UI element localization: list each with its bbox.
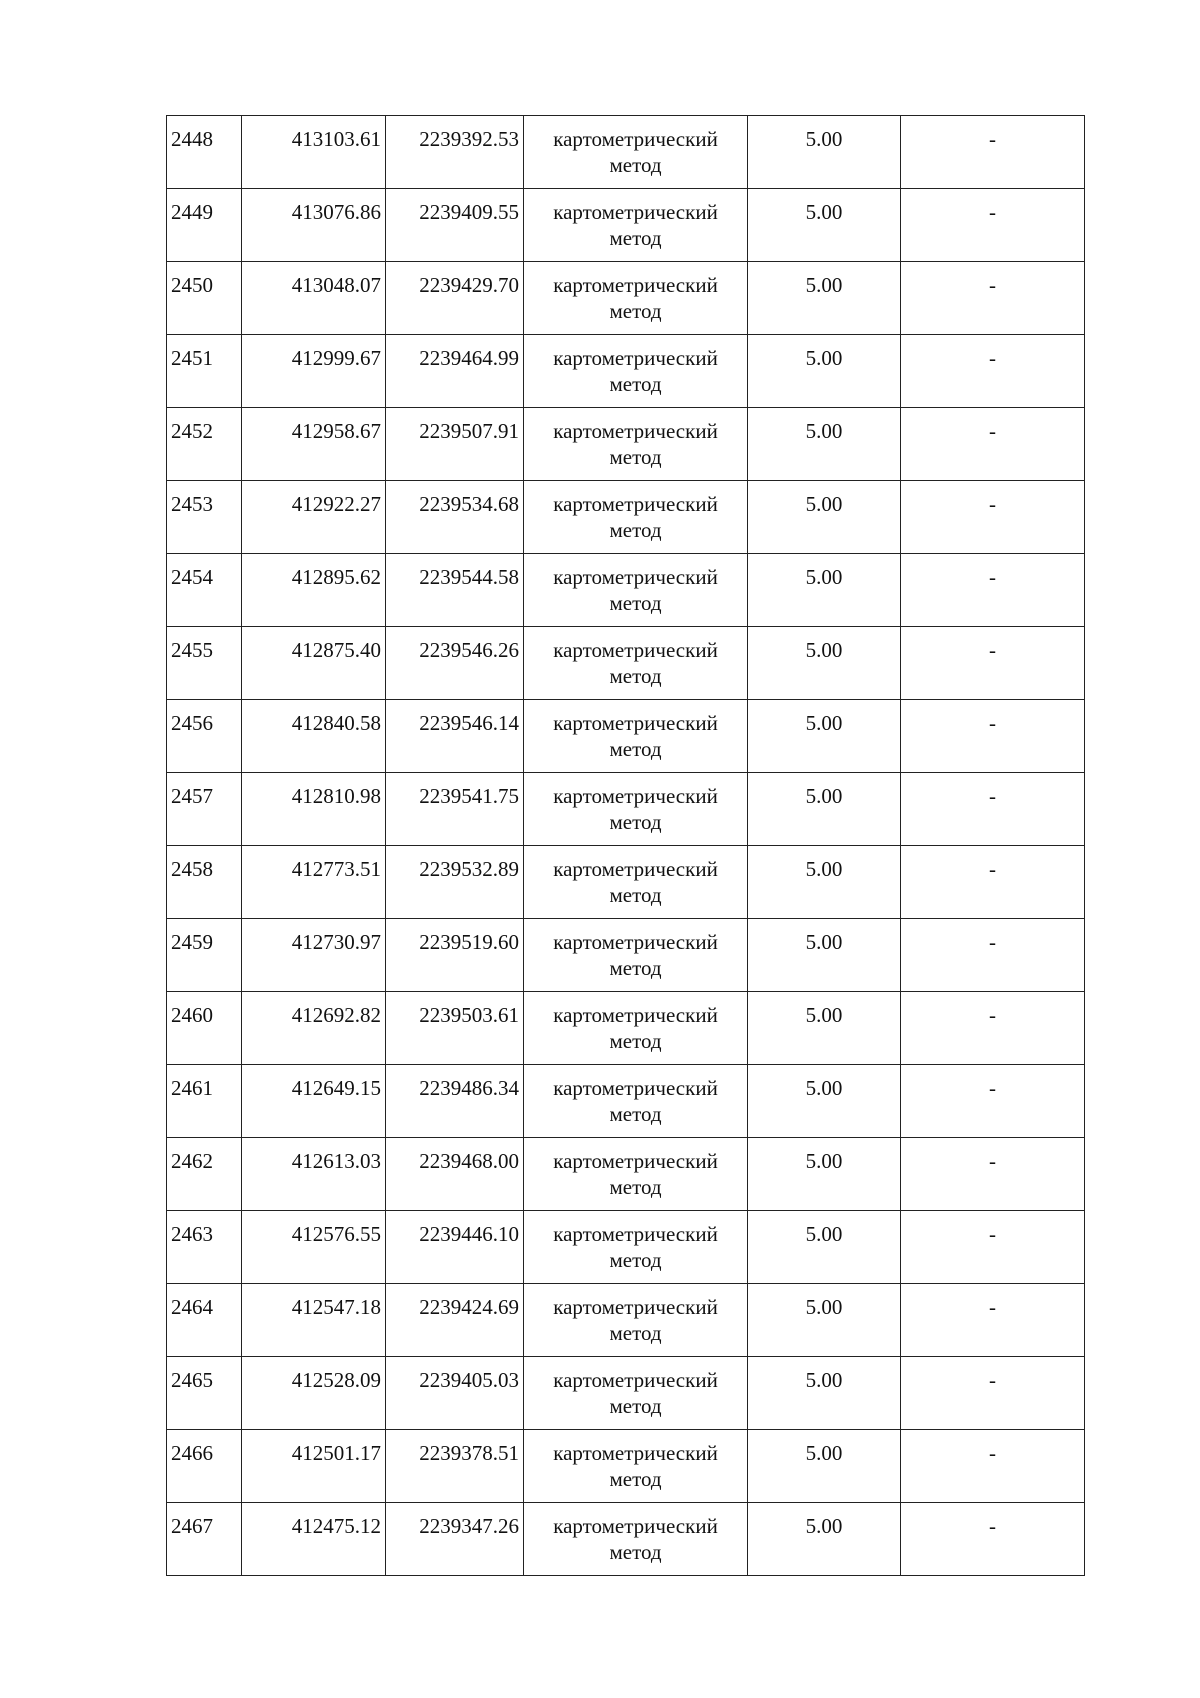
point-number-cell: 2460 — [167, 992, 242, 1065]
table-row — [167, 992, 1085, 1065]
y-coordinate-cell: 2239446.10 — [386, 1211, 524, 1284]
table-row — [167, 1284, 1085, 1357]
x-coordinate-cell: 412649.15 — [242, 1065, 386, 1138]
table-body — [167, 116, 1085, 1576]
method-cell: картометрический метод — [524, 116, 748, 189]
y-coordinate-cell: 2239468.00 — [386, 1138, 524, 1211]
accuracy-cell: 5.00 — [748, 919, 901, 992]
point-number-cell: 2464 — [167, 1284, 242, 1357]
point-number-cell: 2453 — [167, 481, 242, 554]
description-cell: - — [901, 846, 1085, 919]
table-row — [167, 1430, 1085, 1503]
point-number-cell: 2462 — [167, 1138, 242, 1211]
x-coordinate-cell: 412528.09 — [242, 1357, 386, 1430]
accuracy-cell: 5.00 — [748, 116, 901, 189]
x-coordinate-cell: 413048.07 — [242, 262, 386, 335]
description-cell: - — [901, 481, 1085, 554]
x-coordinate-cell: 412810.98 — [242, 773, 386, 846]
y-coordinate-cell: 2239429.70 — [386, 262, 524, 335]
accuracy-cell: 5.00 — [748, 1357, 901, 1430]
method-cell: картометрический метод — [524, 700, 748, 773]
point-number-cell: 2457 — [167, 773, 242, 846]
y-coordinate-cell: 2239486.34 — [386, 1065, 524, 1138]
table-row — [167, 116, 1085, 189]
x-coordinate-cell: 412547.18 — [242, 1284, 386, 1357]
accuracy-cell: 5.00 — [748, 189, 901, 262]
method-cell: картометрический метод — [524, 919, 748, 992]
y-coordinate-cell: 2239503.61 — [386, 992, 524, 1065]
method-cell: картометрический метод — [524, 773, 748, 846]
table-row — [167, 700, 1085, 773]
method-cell: картометрический метод — [524, 627, 748, 700]
table-row — [167, 554, 1085, 627]
description-cell: - — [901, 554, 1085, 627]
accuracy-cell: 5.00 — [748, 992, 901, 1065]
x-coordinate-cell: 412875.40 — [242, 627, 386, 700]
accuracy-cell: 5.00 — [748, 1284, 901, 1357]
x-coordinate-cell: 412501.17 — [242, 1430, 386, 1503]
description-cell: - — [901, 992, 1085, 1065]
description-cell: - — [901, 1430, 1085, 1503]
method-cell: картометрический метод — [524, 846, 748, 919]
x-coordinate-cell: 412730.97 — [242, 919, 386, 992]
point-number-cell: 2458 — [167, 846, 242, 919]
table-row — [167, 1211, 1085, 1284]
y-coordinate-cell: 2239392.53 — [386, 116, 524, 189]
accuracy-cell: 5.00 — [748, 335, 901, 408]
point-number-cell: 2451 — [167, 335, 242, 408]
accuracy-cell: 5.00 — [748, 1138, 901, 1211]
method-cell: картометрический метод — [524, 1138, 748, 1211]
x-coordinate-cell: 412475.12 — [242, 1503, 386, 1576]
table-row — [167, 481, 1085, 554]
y-coordinate-cell: 2239544.58 — [386, 554, 524, 627]
x-coordinate-cell: 412692.82 — [242, 992, 386, 1065]
point-number-cell: 2465 — [167, 1357, 242, 1430]
y-coordinate-cell: 2239541.75 — [386, 773, 524, 846]
description-cell: - — [901, 262, 1085, 335]
table-row — [167, 408, 1085, 481]
y-coordinate-cell: 2239546.26 — [386, 627, 524, 700]
method-cell: картометрический метод — [524, 1284, 748, 1357]
description-cell: - — [901, 627, 1085, 700]
method-cell: картометрический метод — [524, 335, 748, 408]
accuracy-cell: 5.00 — [748, 1211, 901, 1284]
y-coordinate-cell: 2239519.60 — [386, 919, 524, 992]
description-cell: - — [901, 919, 1085, 992]
x-coordinate-cell: 412922.27 — [242, 481, 386, 554]
y-coordinate-cell: 2239378.51 — [386, 1430, 524, 1503]
x-coordinate-cell: 412999.67 — [242, 335, 386, 408]
accuracy-cell: 5.00 — [748, 1430, 901, 1503]
accuracy-cell: 5.00 — [748, 481, 901, 554]
table-row — [167, 1065, 1085, 1138]
table-row — [167, 919, 1085, 992]
point-number-cell: 2452 — [167, 408, 242, 481]
point-number-cell: 2450 — [167, 262, 242, 335]
accuracy-cell: 5.00 — [748, 1503, 901, 1576]
description-cell: - — [901, 1138, 1085, 1211]
table-row — [167, 1503, 1085, 1576]
point-number-cell: 2463 — [167, 1211, 242, 1284]
method-cell: картометрический метод — [524, 408, 748, 481]
table-row — [167, 262, 1085, 335]
y-coordinate-cell: 2239347.26 — [386, 1503, 524, 1576]
point-number-cell: 2461 — [167, 1065, 242, 1138]
x-coordinate-cell: 412895.62 — [242, 554, 386, 627]
x-coordinate-cell: 412840.58 — [242, 700, 386, 773]
y-coordinate-cell: 2239409.55 — [386, 189, 524, 262]
table-row — [167, 627, 1085, 700]
y-coordinate-cell: 2239546.14 — [386, 700, 524, 773]
method-cell: картометрический метод — [524, 262, 748, 335]
x-coordinate-cell: 412576.55 — [242, 1211, 386, 1284]
method-cell: картометрический метод — [524, 481, 748, 554]
y-coordinate-cell: 2239464.99 — [386, 335, 524, 408]
description-cell: - — [901, 1284, 1085, 1357]
y-coordinate-cell: 2239534.68 — [386, 481, 524, 554]
y-coordinate-cell: 2239532.89 — [386, 846, 524, 919]
point-number-cell: 2456 — [167, 700, 242, 773]
x-coordinate-cell: 412773.51 — [242, 846, 386, 919]
accuracy-cell: 5.00 — [748, 627, 901, 700]
method-cell: картометрический метод — [524, 554, 748, 627]
x-coordinate-cell: 412958.67 — [242, 408, 386, 481]
point-number-cell: 2467 — [167, 1503, 242, 1576]
point-number-cell: 2466 — [167, 1430, 242, 1503]
table-row — [167, 1138, 1085, 1211]
table-row — [167, 773, 1085, 846]
accuracy-cell: 5.00 — [748, 262, 901, 335]
table-row — [167, 335, 1085, 408]
point-number-cell: 2449 — [167, 189, 242, 262]
x-coordinate-cell: 413103.61 — [242, 116, 386, 189]
accuracy-cell: 5.00 — [748, 700, 901, 773]
accuracy-cell: 5.00 — [748, 773, 901, 846]
method-cell: картометрический метод — [524, 1430, 748, 1503]
accuracy-cell: 5.00 — [748, 408, 901, 481]
accuracy-cell: 5.00 — [748, 1065, 901, 1138]
point-number-cell: 2459 — [167, 919, 242, 992]
description-cell: - — [901, 1357, 1085, 1430]
point-number-cell: 2448 — [167, 116, 242, 189]
method-cell: картометрический метод — [524, 992, 748, 1065]
x-coordinate-cell: 412613.03 — [242, 1138, 386, 1211]
table-row — [167, 846, 1085, 919]
y-coordinate-cell: 2239405.03 — [386, 1357, 524, 1430]
accuracy-cell: 5.00 — [748, 554, 901, 627]
method-cell: картометрический метод — [524, 1503, 748, 1576]
method-cell: картометрический метод — [524, 1065, 748, 1138]
table-row — [167, 189, 1085, 262]
description-cell: - — [901, 1211, 1085, 1284]
description-cell: - — [901, 116, 1085, 189]
description-cell: - — [901, 1065, 1085, 1138]
y-coordinate-cell: 2239424.69 — [386, 1284, 524, 1357]
coordinates-table — [166, 115, 1085, 1576]
method-cell: картометрический метод — [524, 1211, 748, 1284]
point-number-cell: 2455 — [167, 627, 242, 700]
description-cell: - — [901, 335, 1085, 408]
description-cell: - — [901, 1503, 1085, 1576]
accuracy-cell: 5.00 — [748, 846, 901, 919]
y-coordinate-cell: 2239507.91 — [386, 408, 524, 481]
description-cell: - — [901, 773, 1085, 846]
x-coordinate-cell: 413076.86 — [242, 189, 386, 262]
description-cell: - — [901, 700, 1085, 773]
point-number-cell: 2454 — [167, 554, 242, 627]
table-row — [167, 1357, 1085, 1430]
description-cell: - — [901, 408, 1085, 481]
description-cell: - — [901, 189, 1085, 262]
method-cell: картометрический метод — [524, 1357, 748, 1430]
method-cell: картометрический метод — [524, 189, 748, 262]
